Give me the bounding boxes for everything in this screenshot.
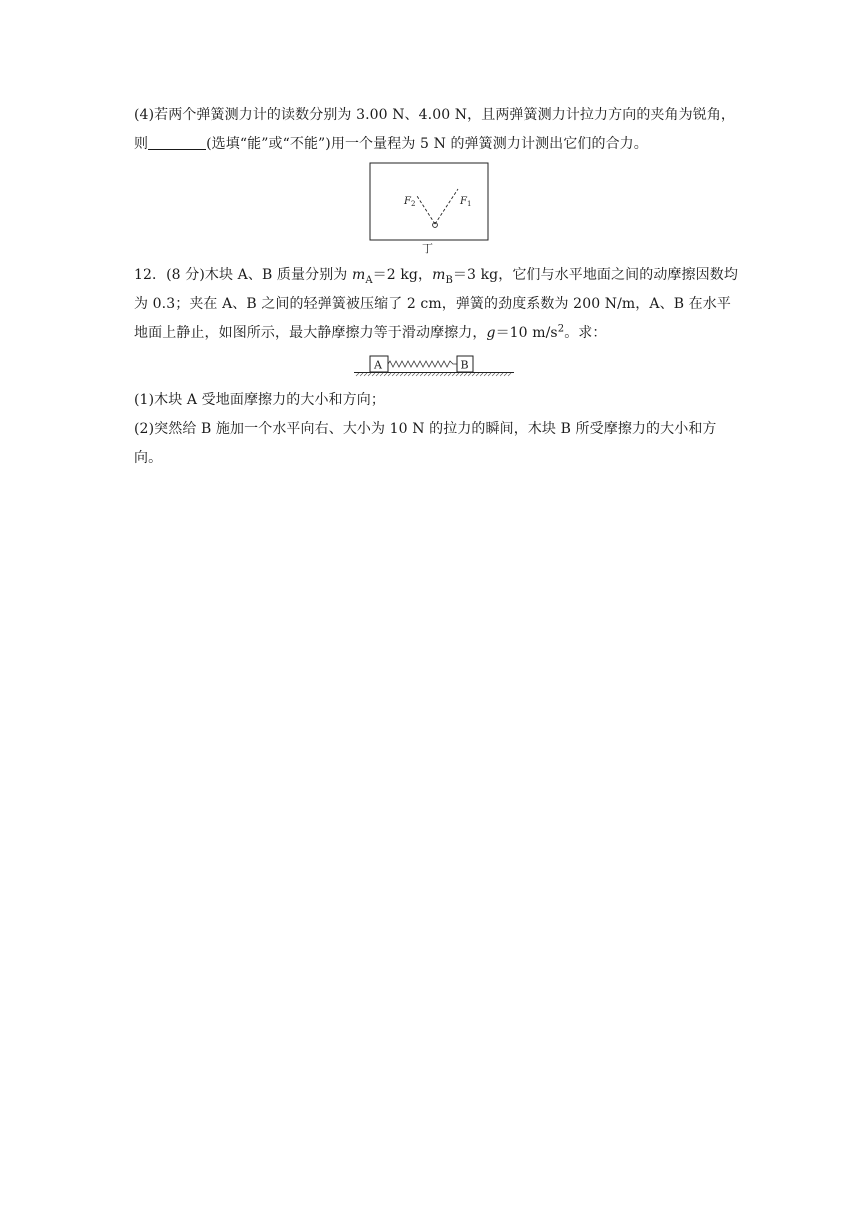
block-b-label: B bbox=[460, 358, 469, 372]
f2-label: $F_2$ bbox=[404, 196, 416, 208]
spring bbox=[388, 361, 457, 367]
q12-line1 bbox=[134, 265, 738, 286]
mass-symbol-a: m bbox=[351, 267, 366, 283]
q11-part4-line2-post: (选填“能”或“不能”)用一个量程为 5 N 的弹簧测力计测出它们的合力。 bbox=[206, 136, 648, 152]
mass-symbol-b: m bbox=[432, 267, 446, 283]
q12-sub1: (1)木块 A 受地面摩擦力的大小和方向； bbox=[134, 392, 385, 408]
figure-ding-caption: 丁 bbox=[422, 242, 433, 255]
q12-line3-end: 。求： bbox=[564, 325, 607, 341]
mass-b-subscript: B bbox=[445, 274, 453, 286]
q11-part4-line2-pre: 则 bbox=[134, 136, 149, 152]
f1-label: $F_1$ bbox=[460, 196, 472, 208]
q11-part4-line1: (4)若两个弹簧测力计的读数分别为 3.00 N、4.00 N，且两弹簧测力计拉力方向的夹角为锐角， bbox=[134, 107, 736, 123]
answer-blank bbox=[148, 135, 206, 150]
ground-hatching bbox=[356, 373, 511, 376]
q11-part4-line2 bbox=[134, 134, 734, 154]
q12-line3-text: 地面上静止，如图所示，最大静摩擦力等于滑动摩擦力， bbox=[134, 325, 487, 341]
q12-sub2-line1: (2)突然给 B 施加一个水平向右、大小为 10 N 的拉力的瞬间，木块 B 所受摩擦力的大小和方 bbox=[134, 421, 717, 437]
figure-ding bbox=[360, 160, 500, 255]
mass-b-value: ＝3 kg，它们与水平地面之间的动摩擦因数均 bbox=[452, 267, 738, 283]
mass-a-value: ＝2 kg， bbox=[372, 267, 433, 283]
q12-line3 bbox=[134, 323, 734, 343]
q12-line2: 为 0.3；夹在 A、B 之间的轻弹簧被压缩了 2 cm，弹簧的劲度系数为 200 N/m，A、B 在水平 bbox=[134, 296, 731, 312]
force-f1-line bbox=[435, 189, 458, 224]
q12-sub2-line2: 向。 bbox=[134, 450, 163, 466]
gravity-symbol: g bbox=[486, 325, 496, 341]
q12-line1-text: 12．(8 分)木块 A、B 质量分别为 bbox=[134, 267, 352, 283]
figure-blocks-spring bbox=[340, 353, 520, 379]
force-f2-line bbox=[417, 196, 435, 224]
block-a-label: A bbox=[374, 358, 382, 372]
mass-a-subscript: A bbox=[365, 274, 373, 286]
gravity-unit-exponent: 2 bbox=[557, 323, 565, 335]
gravity-value: ＝10 m/s bbox=[495, 325, 558, 341]
